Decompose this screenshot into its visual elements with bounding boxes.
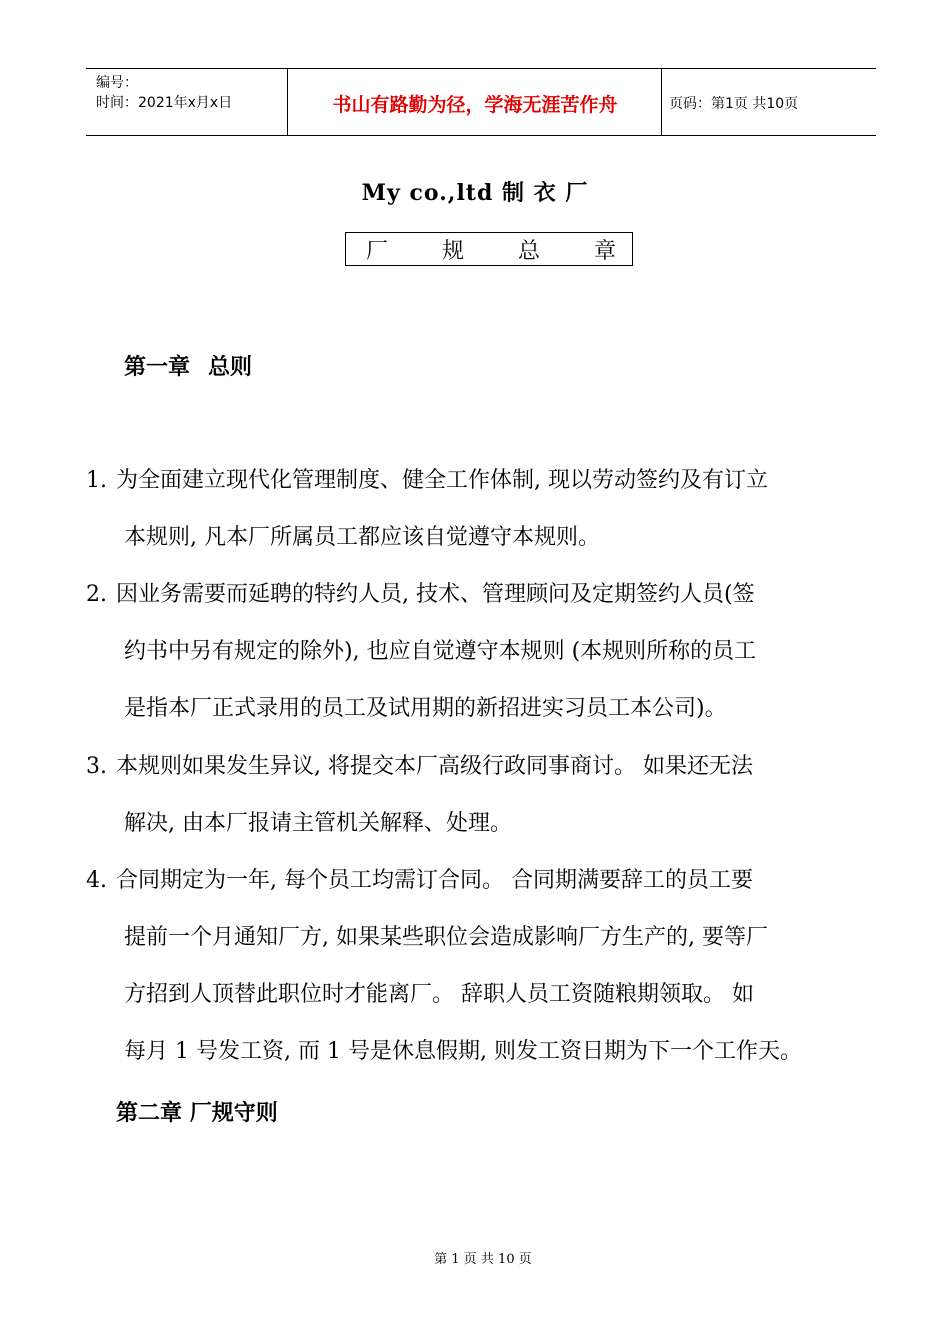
list-item [86, 852, 881, 1080]
list-item-number: 1. [86, 468, 107, 493]
document-header [86, 68, 876, 136]
list-item [86, 452, 881, 566]
list-item-line: 每月 1 号发工资, 而 1 号是休息假期, 则发工资日期为下一个工作天。 [124, 1039, 802, 1064]
list-item [86, 566, 881, 737]
chapter-one-heading [124, 350, 252, 381]
list-item [86, 738, 881, 852]
header-motto: 书山有路勤为径，学海无涯苦作舟 [332, 93, 618, 116]
rules-title-box [345, 232, 633, 266]
page-footer: 第 1 页 共 10 页 [434, 1252, 532, 1267]
chapter-number: 第一章 [124, 355, 191, 380]
list-item-line: 本规则如果发生异议, 将提交本厂高级行政同事商讨。 如果还无法 [116, 754, 753, 779]
rules-title-char: 章 [593, 238, 616, 264]
list-item-number: 3. [86, 754, 107, 779]
document-number-label: 编号： [96, 75, 138, 91]
header-page-label: 页码：第1页 共10页 [669, 96, 799, 112]
list-item-line: 本规则, 凡本厂所属员工都应该自觉遵守本规则。 [124, 525, 600, 550]
chapter-name: 厂规守则 [189, 1101, 278, 1126]
list-item-line: 提前一个月通知厂方, 如果某些职位会造成影响厂方生产的, 要等厂 [124, 925, 768, 950]
list-item-line: 为全面建立现代化管理制度、健全工作体制, 现以劳动签约及有订立 [116, 468, 768, 493]
chapter-name: 总则 [208, 355, 253, 380]
list-item-line: 是指本厂正式录用的员工及试用期的新招进实习员工本公司)。 [124, 696, 727, 721]
list-item-line: 合同期定为一年, 每个员工均需订合同。 合同期满要辞工的员工要 [116, 868, 753, 893]
rules-title-char: 厂 [366, 238, 389, 264]
list-item-number: 4. [86, 868, 107, 893]
chapter-number: 第二章 [116, 1101, 183, 1126]
list-item-line: 因业务需要而延聘的特约人员, 技术、管理顾问及定期签约人员(签 [116, 582, 755, 607]
header-meta [96, 73, 232, 113]
company-title: My co.,ltd 制 衣 厂 [361, 180, 589, 206]
list-item-line: 方招到人顶替此职位时才能离厂。 辞职人员工资随粮期领取。 如 [124, 982, 754, 1007]
list-item-number: 2. [86, 582, 107, 607]
rules-title-char: 总 [517, 238, 540, 264]
rules-title-char: 规 [441, 238, 464, 264]
list-item-line: 解决, 由本厂报请主管机关解释、处理。 [124, 811, 512, 836]
header-divider-right [661, 69, 662, 135]
document-time-label: 时间：2021年x月x日 [96, 95, 233, 111]
list-item-line: 约书中另有规定的除外), 也应自觉遵守本规则 (本规则所称的员工 [124, 639, 757, 664]
chapter-two-heading [116, 1096, 278, 1127]
